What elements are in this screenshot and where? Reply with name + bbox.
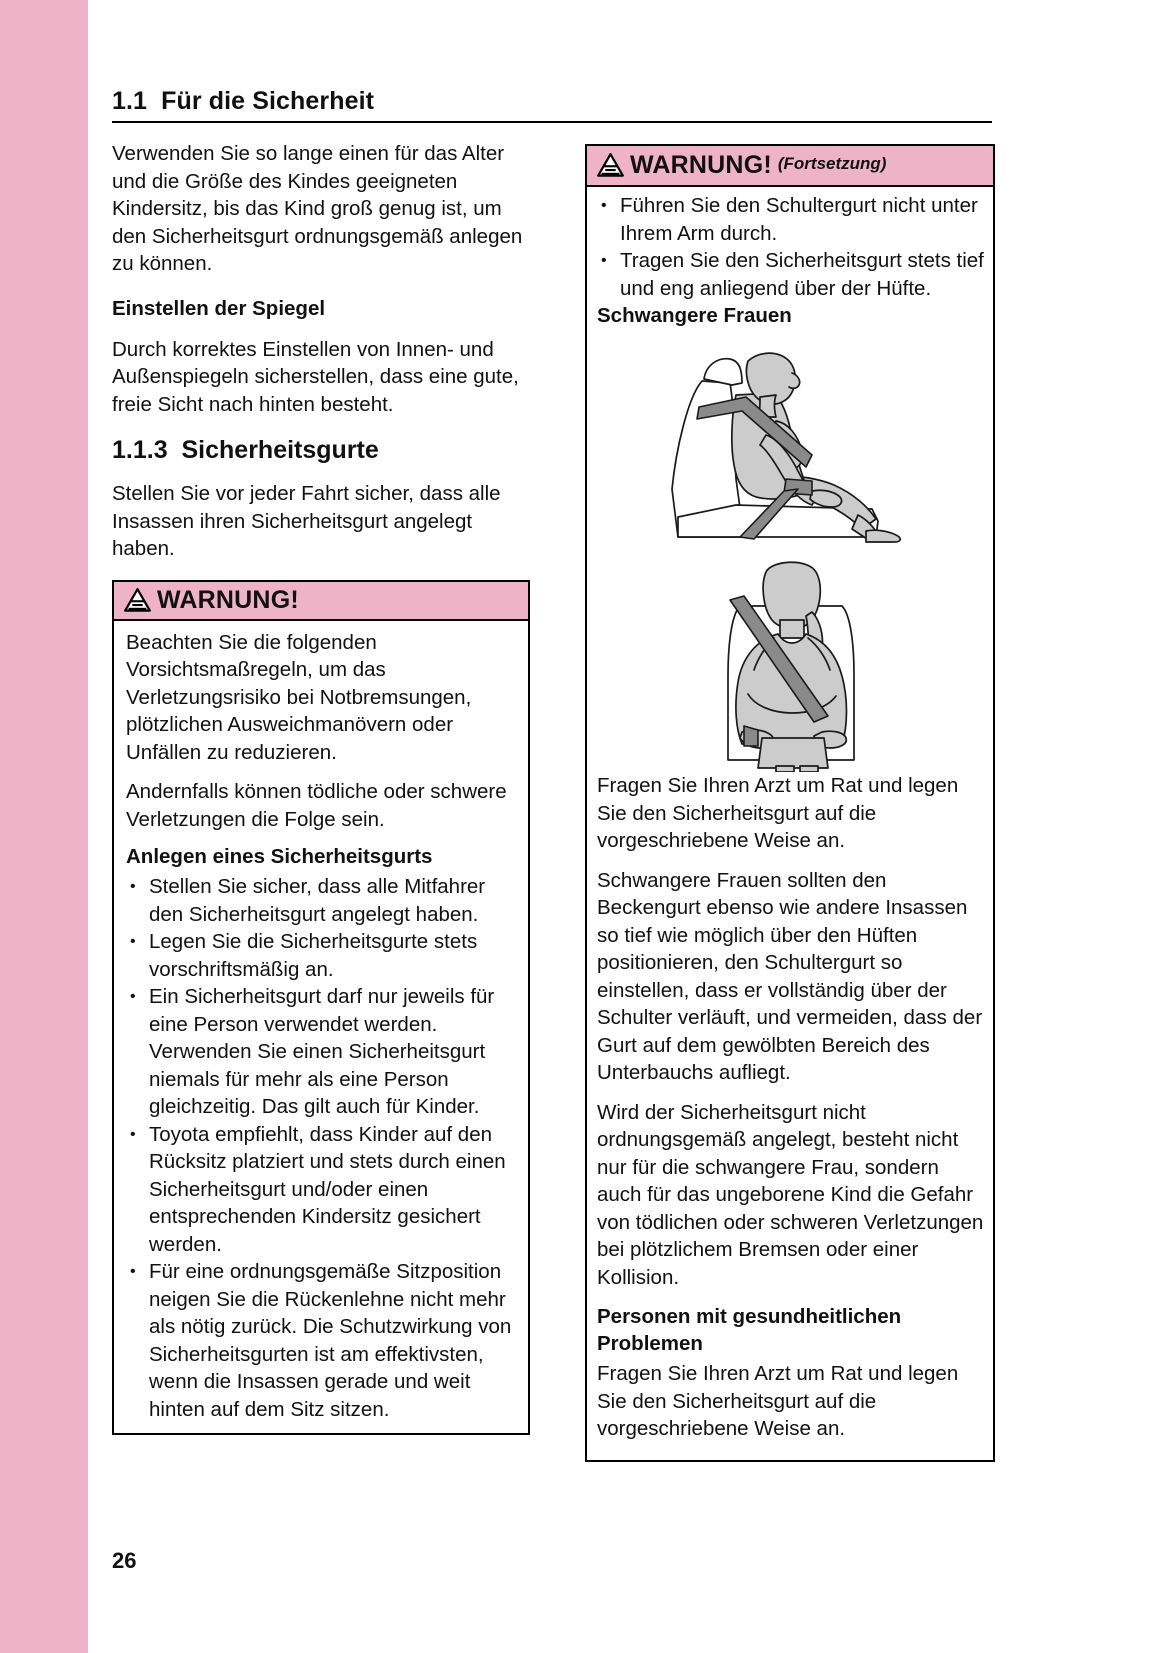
list-item: • Ein Sicherheitsgurt darf nur jeweils für eine Person verwendet werden. Verwenden Sie einen Sicherheitsgurt niemals für mehr als eine Person gleichzeitig. Das gilt auch für Kinder. (126, 983, 518, 1121)
left-column (112, 140, 530, 1435)
health-problems-heading: Personen mit gesundheitlichen Problemen (597, 1305, 902, 1355)
warning-box-left-header (114, 582, 528, 621)
pregnant-paragraph-1: Fragen Sie Ihren Arzt um Rat und legen Sie den Sicherheitsgurt auf die vorgeschriebene Weise an. (597, 774, 959, 852)
warning-paragraph-1: Beachten Sie die folgenden Vorsichtsmaßregeln, um das Verletzungsrisiko bei Notbremsungen, plötzlichen Ausweichmanövern oder Unfällen zu reduzieren. (126, 630, 472, 764)
mirror-heading: Einstellen der Spiegel (112, 296, 326, 320)
list-item: • Toyota empfiehlt, dass Kinder auf den Rücksitz platziert und stets durch einen Sicherheitsgurt und/oder einen entsprechenden Kindersitz gesichert werden. (126, 1121, 518, 1259)
pregnant-women-heading: Schwangere Frauen (597, 304, 792, 327)
page-title: 1.1 Für die Sicherheit (112, 87, 375, 115)
page-number: 26 (112, 1548, 137, 1573)
pregnant-woman-front-view-seatbelt-illustration (597, 554, 985, 772)
page-edge-index-strip (0, 0, 88, 1653)
pregnant-paragraph-3: Wird der Sicherheitsgurt nicht ordnungsgemäß angelegt, besteht nicht nur für die schwangere Frau, sondern auch für das ungeborene Kind die Gefahr von tödlichen oder schweren Verletzungen bei plötzlichem Bremsen oder einer Kollision. (597, 1100, 984, 1289)
warning-triangle-icon (124, 588, 151, 612)
list-item: • Tragen Sie den Sicherheitsgurt stets tief und eng anliegend über der Hüfte. (597, 247, 985, 302)
pregnant-paragraph-2: Schwangere Frauen sollten den Beckengurt ebenso wie andere Insassen so tief wie möglich über den Hüften positionieren, den Schultergurt so einstellen, dass er vollständig über der Schulter verläuft, und vermeiden, dass der Gurt auf dem gewölbten Bereich des Unterbauchs aufliegt. (597, 868, 983, 1084)
warning-box-left-body (114, 621, 528, 1434)
warning-bullet-list-right (597, 192, 985, 302)
warning-triangle-icon (597, 153, 624, 177)
mirror-paragraph: Durch korrektes Einstellen von Innen- und Außenspiegeln sicherstellen, dass eine gute, freie Sicht nach hinten besteht. (112, 337, 519, 416)
right-column (585, 140, 995, 1462)
intro-paragraph: Verwenden Sie so lange einen für das Alter und die Größe des Kindes geeigneten Kindersitz, bis das Kind groß genug ist, um den Sicherheitsgurt ordnungsgemäß anlegen zu können. (112, 142, 523, 275)
seatbelt-section-heading: 1.1.3 Sicherheitsgurte (112, 436, 379, 464)
list-item: • Führen Sie den Schultergurt nicht unter Ihrem Arm durch. (597, 192, 985, 247)
page-header (112, 86, 992, 123)
health-paragraph: Fragen Sie Ihren Arzt um Rat und legen Sie den Sicherheitsgurt auf die vorgeschriebene Weise an. (597, 1362, 959, 1440)
warning-box-right-header (587, 146, 993, 187)
seatbelt-intro-paragraph: Stellen Sie vor jeder Fahrt sicher, dass alle Insassen ihren Sicherheitsgurt angelegt haben. (112, 482, 501, 560)
warning-box-right-title: WARNUNG! (630, 151, 772, 179)
pregnant-woman-side-view-seatbelt-illustration (597, 339, 985, 544)
warning-continuation-label: (Fortsetzung) (777, 154, 887, 173)
warning-bullet-list-left (126, 873, 518, 1423)
list-item: • Stellen Sie sicher, dass alle Mitfahrer den Sicherheitsgurt angelegt haben. (126, 873, 518, 928)
warning-paragraph-2: Andernfalls können tödliche oder schwere Verletzungen die Folge sein. (126, 780, 507, 831)
warning-box-left (112, 580, 530, 1436)
warning-subheading: Anlegen eines Sicherheitsgurts (126, 845, 433, 868)
list-item: • Legen Sie die Sicherheitsgurte stets vorschriftsmäßig an. (126, 928, 518, 983)
list-item: • Für eine ordnungsgemäße Sitzposition neigen Sie die Rückenlehne nicht mehr als nötig zurück. Die Schutzwirkung von Sicherheitsgurten ist am effektivsten, wenn die Insassen gerade und weit hinten auf dem Sitz sitzen. (126, 1258, 518, 1423)
warning-box-left-title: WARNUNG! (157, 585, 299, 614)
header-rule (112, 121, 992, 123)
warning-box-right-body (587, 187, 993, 1460)
warning-box-right (585, 144, 995, 1462)
